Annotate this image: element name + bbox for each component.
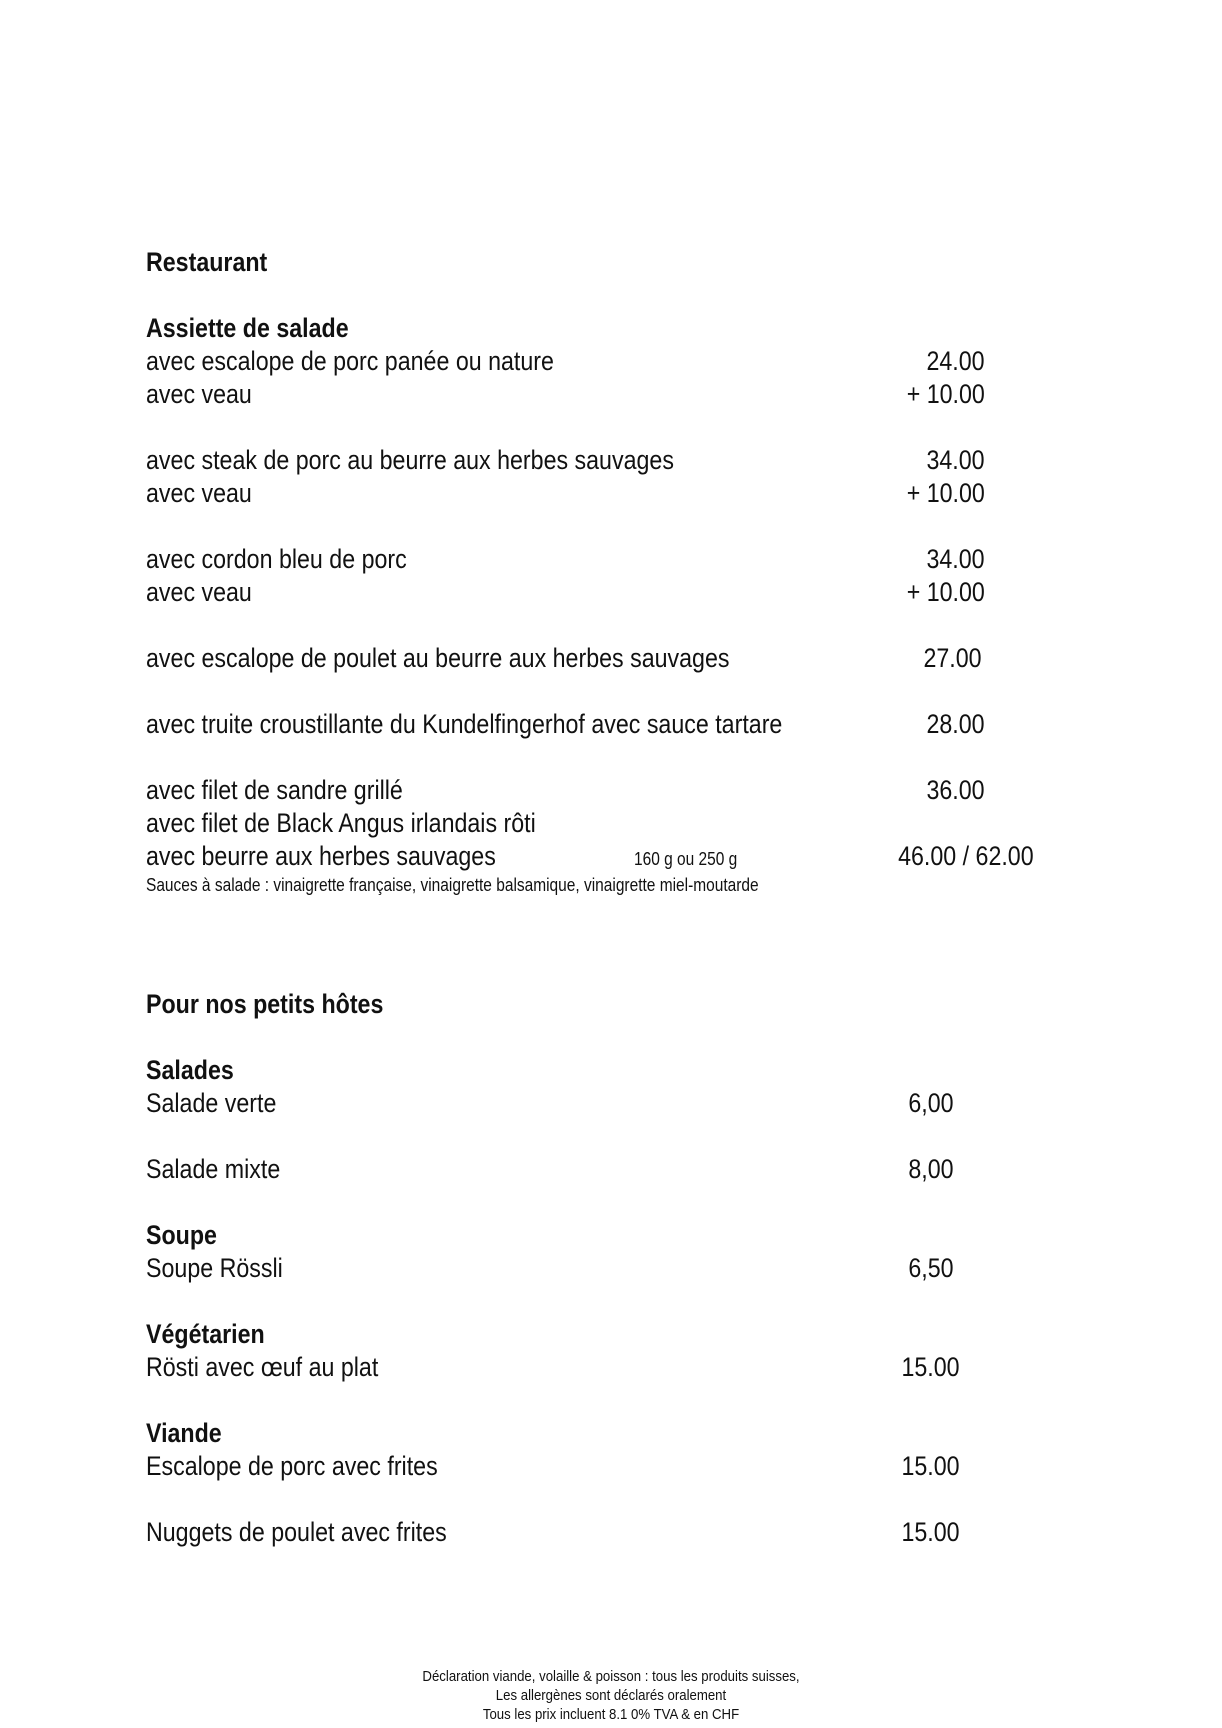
menu-item-price: 24.00 — [926, 346, 985, 376]
sauces-note: Sauces à salade : vinaigrette française, vinaigrette balsamique, vinaigrette miel-moutarde — [146, 875, 759, 895]
menu-item-label: avec escalope de poulet au beurre aux herbes sauvages — [146, 643, 730, 673]
footer-line: Tous les prix incluent 8.1 0% TVA & en CHF — [482, 1706, 740, 1723]
menu-item-label: avec beurre aux herbes sauvages — [146, 841, 496, 871]
menu-item-price: 27.00 — [923, 643, 982, 673]
menu-item-label: avec veau — [146, 379, 252, 409]
section-heading-vegetarien: Végétarien — [146, 1319, 265, 1349]
menu-item-label: avec steak de porc au beurre aux herbes sauvages — [146, 445, 674, 475]
menu-item-price: 46.00 / 62.00 — [898, 841, 1034, 871]
menu-item-price: + 10.00 — [906, 478, 985, 508]
section-heading-viande: Viande — [146, 1418, 222, 1448]
menu-item-label: avec truite croustillante du Kundelfingerhof avec sauce tartare — [146, 709, 783, 739]
section-title-kids: Pour nos petits hôtes — [146, 989, 384, 1019]
menu-item-weight: 160 g ou 250 g — [634, 849, 738, 869]
menu-item-price: 15.00 — [901, 1352, 960, 1382]
menu-item-price: 6,50 — [908, 1253, 954, 1283]
menu-item-label: Salade verte — [146, 1088, 277, 1118]
menu-item-label: Soupe Rössli — [146, 1253, 283, 1283]
menu-item-label: Nuggets de poulet avec frites — [146, 1517, 447, 1547]
section-heading-salades: Salades — [146, 1055, 234, 1085]
section-heading-soupe: Soupe — [146, 1220, 217, 1250]
menu-item-price: 28.00 — [926, 709, 985, 739]
menu-item-price: 15.00 — [901, 1451, 960, 1481]
menu-item-price: 34.00 — [926, 544, 985, 574]
menu-item-label: avec filet de Black Angus irlandais rôti — [146, 808, 536, 838]
menu-item-price: 8,00 — [908, 1154, 954, 1184]
menu-item-label: avec escalope de porc panée ou nature — [146, 346, 554, 376]
menu-item-label: avec cordon bleu de porc — [146, 544, 407, 574]
menu-item-price: 15.00 — [901, 1517, 960, 1547]
menu-item-label: Salade mixte — [146, 1154, 281, 1184]
footer-line: Les allergènes sont déclarés oralement — [495, 1687, 727, 1704]
menu-item-label: avec filet de sandre grillé — [146, 775, 403, 805]
menu-item-price: + 10.00 — [906, 379, 985, 409]
menu-item-label: Escalope de porc avec frites — [146, 1451, 438, 1481]
page-title: Restaurant — [146, 247, 268, 277]
menu-item-price: 34.00 — [926, 445, 985, 475]
menu-item-label: avec veau — [146, 478, 252, 508]
menu-item-price: 6,00 — [908, 1088, 954, 1118]
footer-line: Déclaration viande, volaille & poisson : tous les produits suisses, — [422, 1668, 800, 1685]
section-heading-salad: Assiette de salade — [146, 313, 349, 343]
menu-item-price: 36.00 — [926, 775, 985, 805]
menu-item-label: Rösti avec œuf au plat — [146, 1352, 379, 1382]
menu-item-price: + 10.00 — [906, 577, 985, 607]
menu-item-label: avec veau — [146, 577, 252, 607]
